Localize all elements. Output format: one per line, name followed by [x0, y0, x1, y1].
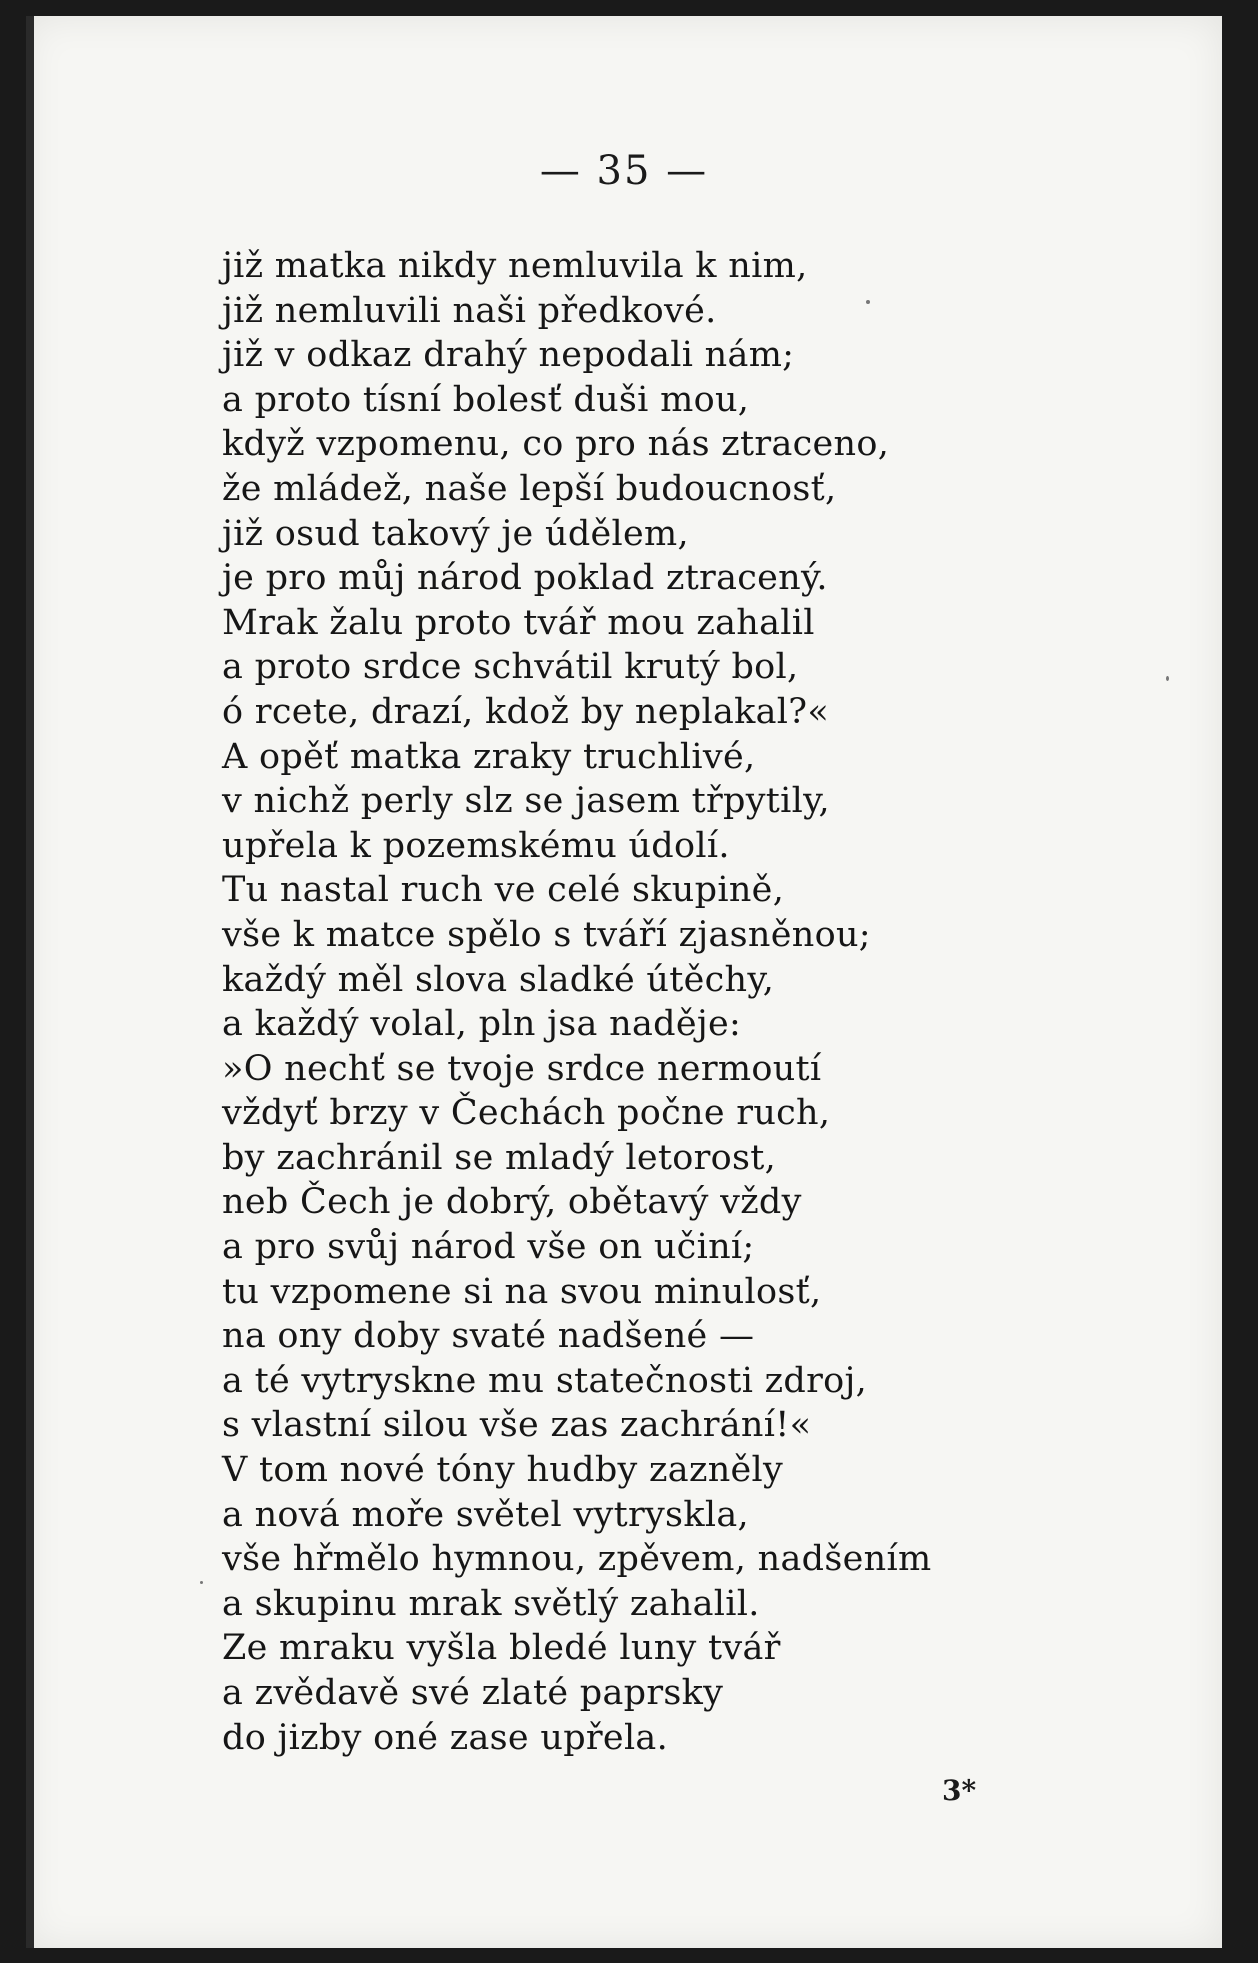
poem-line: je pro můj národ poklad ztracený.: [222, 558, 828, 599]
poem-line: a pro svůj národ vše on učiní;: [222, 1227, 755, 1268]
poem-line: by zachránil se mladý letorost,: [222, 1137, 777, 1178]
poem-line: Ze mraku vyšla bledé luny tvář: [222, 1628, 781, 1669]
poem-line: že mládež, naše lepší budoucnosť,: [222, 468, 837, 509]
poem-line: vše hřmělo hymnou, zpěvem, nadšením: [222, 1539, 932, 1580]
poem-line: a proto tísní bolesť duši mou,: [222, 379, 750, 420]
poem-line: do jizby oné zase upřela.: [222, 1717, 669, 1758]
poem-line: neb Čech je dobrý, obětavý vždy: [222, 1182, 802, 1223]
poem-line: když vzpomenu, co pro nás ztraceno,: [222, 424, 890, 465]
poem-line: s vlastní silou vše zas zachrání!«: [222, 1405, 812, 1446]
poem-line: každý měl slova sladké útěchy,: [222, 959, 775, 1000]
book-page: [26, 16, 1222, 1948]
paper-speck: [200, 1581, 203, 1584]
poem-line: již v odkaz drahý nepodali nám;: [222, 335, 795, 376]
poem-line: a každý volal, pln jsa naděje:: [222, 1004, 742, 1045]
poem-line: v nichž perly slz se jasem třpytily,: [222, 781, 830, 822]
printer-signature-mark: 3*: [942, 1774, 977, 1807]
poem-line: A opěť matka zraky truchlivé,: [222, 736, 756, 777]
poem-line: upřela k pozemskému údolí.: [222, 825, 730, 866]
poem-line: Tu nastal ruch ve celé skupině,: [222, 870, 785, 911]
poem-line: již nemluvili naši předkové.: [222, 290, 717, 331]
paper-speck: [866, 300, 870, 304]
poem-line: a nová moře světel vytryskla,: [222, 1494, 749, 1535]
poem-line: již matka nikdy nemluvila k nim,: [222, 246, 808, 286]
poem-line: a té vytryskne mu statečnosti zdroj,: [222, 1360, 868, 1401]
poem-text: [222, 244, 931, 1760]
poem-line: a skupinu mrak světlý zahalil.: [222, 1583, 760, 1624]
poem-line: tu vzpomene si na svou minulosť,: [222, 1271, 822, 1312]
poem-line: vše k matce spělo s tváří zjasněnou;: [222, 914, 871, 955]
poem-line: a zvědavě své zlaté paprsky: [222, 1673, 724, 1713]
poem-line: »O nechť se tvoje srdce nermoutí: [222, 1048, 822, 1089]
paper-speck: [1166, 676, 1169, 681]
page-number: — 35 —: [539, 148, 709, 194]
poem-line: ó rcete, drazí, kdož by neplakal?«: [222, 691, 830, 732]
poem-line: V tom nové tóny hudby zazněly: [222, 1450, 784, 1491]
poem-line: Mrak žalu proto tvář mou zahalil: [222, 602, 815, 643]
poem-line: vždyť brzy v Čechách počne ruch,: [222, 1093, 831, 1134]
poem-line: na ony doby svaté nadšené —: [222, 1316, 755, 1357]
poem-line: a proto srdce schvátil krutý bol,: [222, 647, 799, 688]
page-binding-edge: [26, 16, 34, 1948]
poem-line: již osud takový je údělem,: [222, 513, 689, 554]
